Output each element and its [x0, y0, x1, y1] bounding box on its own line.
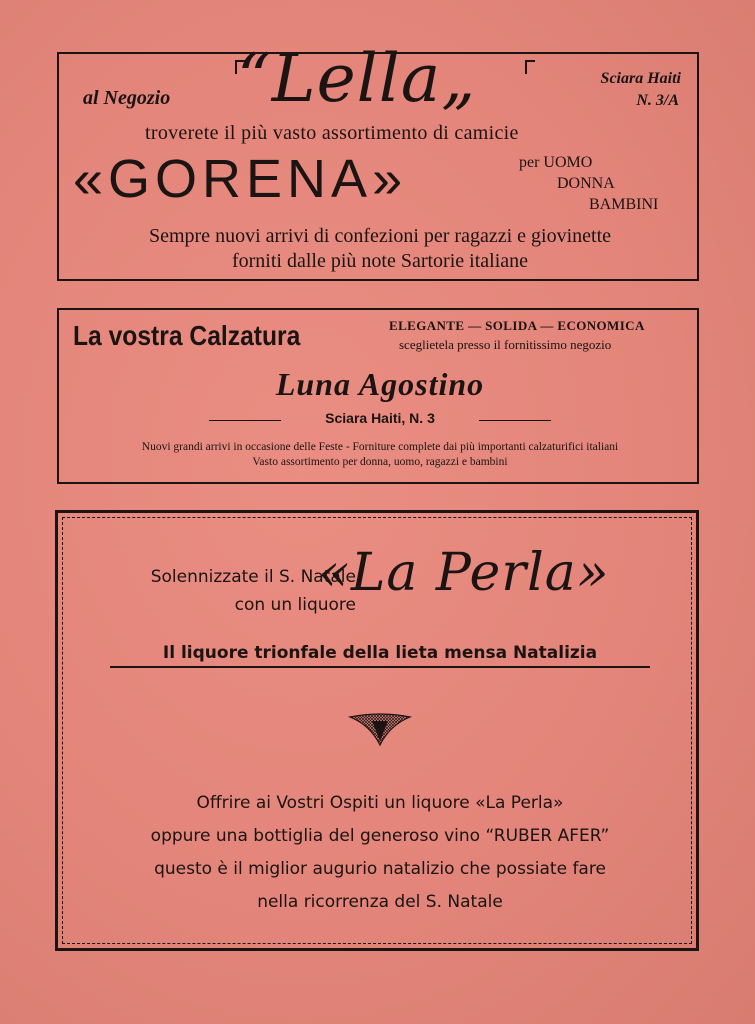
ad-title: La vostra Calzatura	[73, 320, 301, 351]
ad-calzatura	[57, 308, 699, 484]
address-line: N. 3/A	[636, 92, 679, 109]
body-line: questo è il miglior augurio natalizio che possiate fare	[154, 859, 606, 879]
body-line: Offrire ai Vostri Ospiti un liquore «La Perla»	[196, 793, 564, 813]
footer-line: Vasto assortimento per donna, uomo, ragazzi e bambini	[252, 456, 508, 468]
ad-footer	[59, 440, 701, 470]
divider-right	[479, 420, 551, 421]
shop-prefix: al Negozio	[83, 87, 171, 109]
ad-footer	[59, 224, 701, 274]
body-line: oppure una bottiglia del generoso vino “RUBER AFER”	[150, 826, 610, 846]
shop-name-luna: Luna Agostino	[275, 366, 485, 402]
target-item: BAMBINI	[589, 196, 659, 213]
address-line: Sciara Haiti	[600, 70, 681, 87]
footer-line: forniti dalle più note Sartorie italiane	[231, 250, 528, 272]
shop-address	[521, 68, 681, 112]
target-item: DONNA	[557, 175, 615, 192]
slogan: Il liquore trionfale della lieta mensa Natalizia	[162, 643, 598, 663]
ad-la-perla	[55, 510, 699, 951]
target-list	[499, 152, 679, 215]
footer-line: Sempre nuovi arrivi di confezioni per ragazzi e giovinette	[148, 225, 612, 247]
target-item: per UOMO	[519, 154, 593, 171]
intro-text: troverete il più vasto assortimento di camicie	[145, 122, 519, 144]
intro-line: con un liquore	[234, 595, 356, 615]
slogan-underline	[110, 666, 650, 668]
body-line: nella ricorrenza del S. Natale	[257, 892, 503, 912]
brand-la-perla: «La Perla»	[318, 543, 610, 603]
shop-address: Sciara Haiti, N. 3	[325, 410, 435, 426]
shop-name-lella: “Lella„	[237, 40, 477, 117]
ad-lella	[57, 40, 699, 281]
tagline: ELEGANTE — SOLIDA — ECONOMICA	[389, 318, 645, 333]
subtagline: sceglietela presso il fornitissimo negozio	[399, 337, 612, 352]
intro-text	[96, 563, 356, 619]
brand-gorena: «GORENA»	[73, 149, 408, 209]
footer-line: Nuovi grandi arrivi in occasione delle Feste - Forniture complete dai più importanti calzaturifici italiani	[141, 441, 619, 453]
intro-line: Solennizzate il S. Natale	[150, 567, 356, 587]
ad-body	[58, 787, 702, 919]
triangle-ornament-icon	[348, 713, 412, 747]
